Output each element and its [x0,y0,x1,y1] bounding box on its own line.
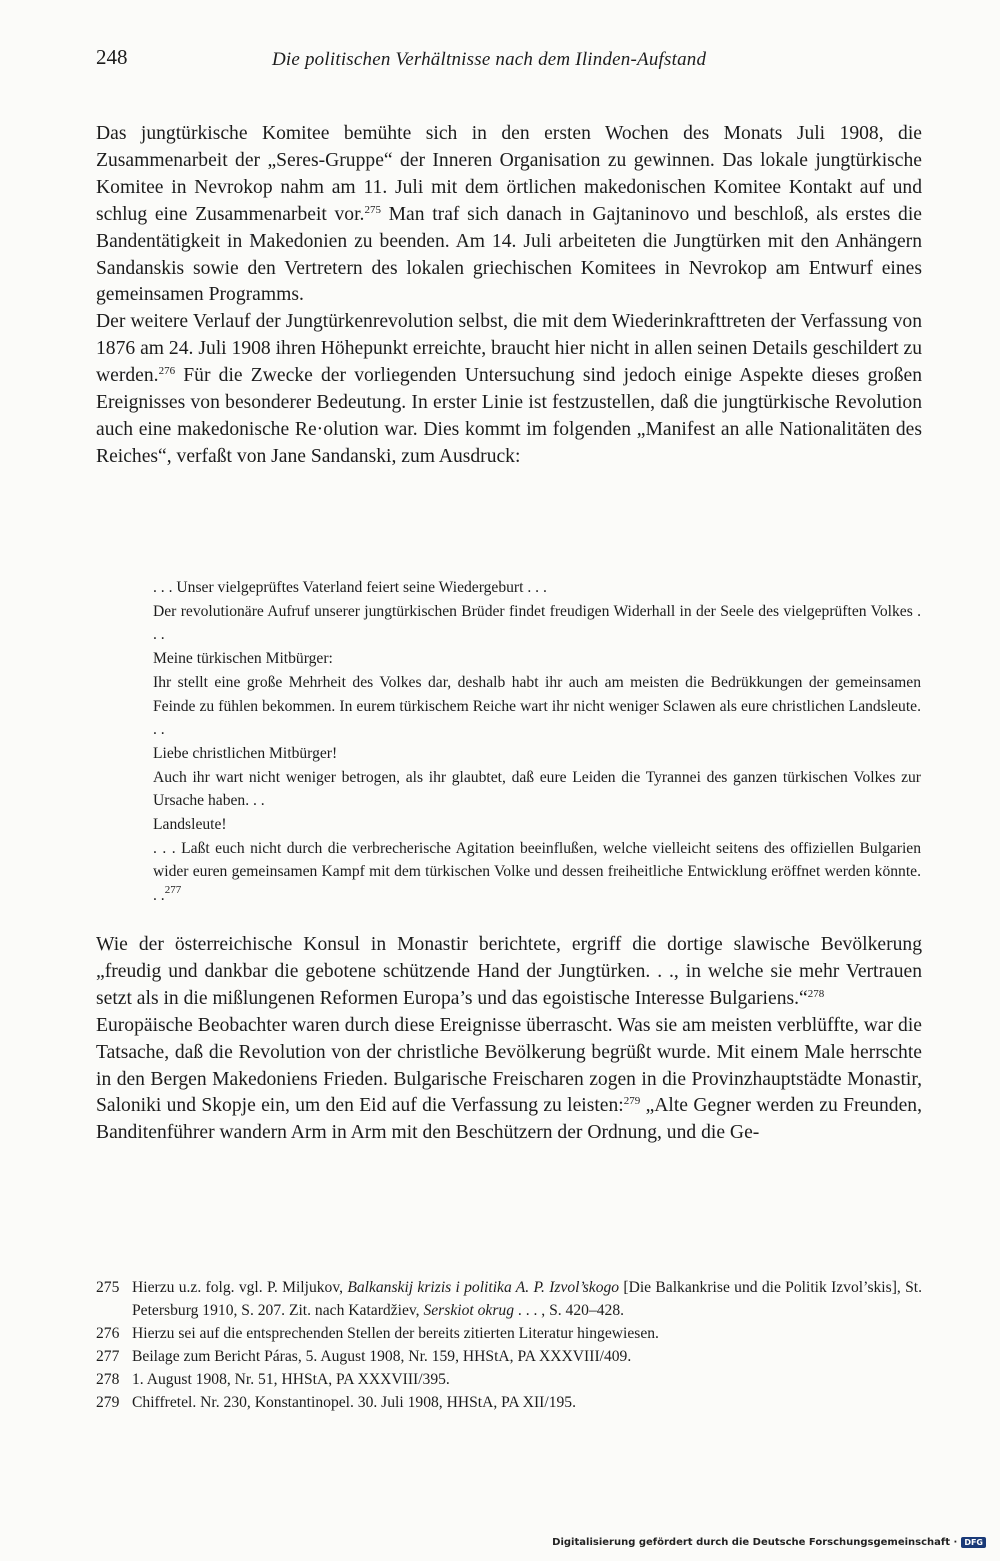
digitization-credit [552,1537,986,1548]
paragraph: Der weitere Verlauf der Jungtürkenrevolution selbst, die mit dem Wiederinkrafttreten der Verfassung von 1876 am 24. Juli 1908 ihren Höhepunkt erreichte, braucht hier nicht in allen seinen Details geschildert zu werden.$^{276}$ Für die Zwecke der vorliegenden Untersuchung sind jedoch einige Aspekte dieses großen Ereignisses von besonderer Bedeutung. In erster Linie ist festzustellen, daß die jungtürkische Revolution auch eine makedonische Re·olution war. Dies kommt im folgenden „Manifest an alle Nationalitäten des Reiches“, verfaßt von Jane Sandanski, zum Ausdruck: [96,311,922,467]
credit-text: Digitalisierung gefördert durch die Deutsche Forschungsgemeinschaft · [552,1537,958,1548]
footnote-number: 275 [96,1279,120,1296]
quote-line: Der revolutionäre Aufruf unserer jungtürkischen Brüder findet freudigen Widerhall in der Seele des vielgeprüften Volkes . . . [153,602,921,644]
paragraph: Europäische Beobachter waren durch diese Ereignisse überrascht. Was sie am meisten verblüffte, war die Tatsache, daß die Revolution von der christliche Bevölkerung begrüßt wurde. Mit einem Male herrschte in den Bergen Makedoniens Frieden. Bulgarische Freischaren zogen in die Provinzhauptstädte Monastir, Saloniki und Skopje ein, um den Eid auf die Verfassung zu leisten:$^{279}$ „Alte Gegner werden zu Freunden, Banditenführer wandern Arm in Arm mit den Beschützern der Ordnung, und die Ge- [96,1014,922,1144]
footnote [96,1369,922,1392]
footnote [96,1277,922,1323]
footnote-text: Hierzu sei auf die entsprechenden Stellen der bereits zitierten Literatur hingewiesen. [132,1324,659,1342]
block-quote-manifest [153,576,921,908]
footnote-ref: 279 [623,1095,641,1108]
footnote [96,1323,922,1346]
quote-line: Auch ihr wart nicht weniger betrogen, als ihr glaubtet, daß eure Leiden die Tyrannei des ganzen türkischen Volkes zur Ursache haben. . . [153,768,921,810]
footnote-ref: 277 [164,884,182,897]
footnotes [96,1277,922,1414]
footnote-number: 277 [96,1347,120,1365]
page-number: 248 [96,45,128,69]
footnote-text: Chiffretel. Nr. 230, Konstantinopel. 30. Juli 1908, HHStA, PA XII/195. [132,1393,576,1411]
quote-line: Meine türkischen Mitbürger: [153,650,333,668]
footnote-number: 279 [96,1393,120,1411]
footnote-ref: 278 [807,987,825,1000]
footnote-ref: 276 [158,365,176,378]
running-head: Die politischen Verhältnisse nach dem Ilinden-Aufstand [272,49,707,70]
quote-line: Landsleute! [153,816,227,834]
quote-line: Liebe christlichen Mitbürger! [153,744,338,762]
dfg-logo-icon: DFG [961,1537,986,1548]
footnote [96,1392,922,1415]
footnote-ref: 275 [364,203,381,216]
body-text-before-quote [96,121,922,471]
footnote-text: Beilage zum Bericht Páras, 5. August 1908, Nr. 159, HHStA, PA XXXVIII/409. [132,1347,632,1365]
quote-line: . . . Unser vielgeprüftes Vaterland feiert seine Wiedergeburt . . . [153,579,547,596]
footnote-number: 278 [96,1370,120,1388]
footnote-number: 276 [96,1324,120,1342]
paragraph: Das jungtürkische Komitee bemühte sich in den ersten Wochen des Monats Juli 1908, die Zusammenarbeit der „Seres-Gruppe“ der Inneren Organisation zu gewinnen. Das lokale jungtürkische Komitee in Nevrokop nahm am 11. Juli mit dem örtlichen makedonischen Komitee Kontakt auf und schlug eine Zusammenarbeit vor.$^{275}$ Man traf sich danach in Gajtaninovo und beschloß, als erstes die Bandentätigkeit in Makedonien zu beenden. Am 14. Juli arbeiteten die Jungtürken mit den Anhängern Sandanskis sowie den Vertretern des lokalen griechischen Komitees in Nevrokop am Entwurf eines gemeinsamen Programms. [96,123,922,306]
footnote [96,1346,922,1369]
footnote-text: 1. August 1908, Nr. 51, HHStA, PA XXXVIII/395. [132,1370,450,1388]
footnote-text: Hierzu u.z. folg. vgl. P. Miljukov, Balkanskij krizis i politika A. P. Izvol’skogo [Die Balkankrise und die Politik Izvol’skis], St. Petersburg 1910, S. 207. Zit. nach Katardžiev, Serskiot okrug . . . , S. 420–428. [132,1279,922,1319]
quote-line: . . . Laßt euch nicht durch die verbrecherische Agitation beeinflußen, welche vielleicht seitens des offiziellen Bulgarien wider euren gemeinsamen Kampf mit dem türkischen Volke und dessen freiheitliche Entwicklung eröffnet werden könnte. . .$^{277}$ [153,839,921,905]
quote-line: Ihr stellt eine große Mehrheit des Volkes dar, deshalb habt ihr auch am meisten die Bedrükkungen der gemeinsamen Feinde zu fühlen bekommen. In eurem türkischem Reiche wart ihr nicht weniger Sclawen als eure christlichen Landsleute. . . [153,673,921,739]
body-text-after-quote [96,932,922,1147]
paragraph: Wie der österreichische Konsul in Monastir berichtete, ergriff die dortige slawische Bevölkerung „freudig und dankbar die gebotene schützende Hand der Jungtürken. . ., in welche sie mehr Vertrauen setzt als in die mißlungenen Reformen Europa’s und das egoistische Interesse Bulgariens.“$^{278}$ [96,934,922,1009]
